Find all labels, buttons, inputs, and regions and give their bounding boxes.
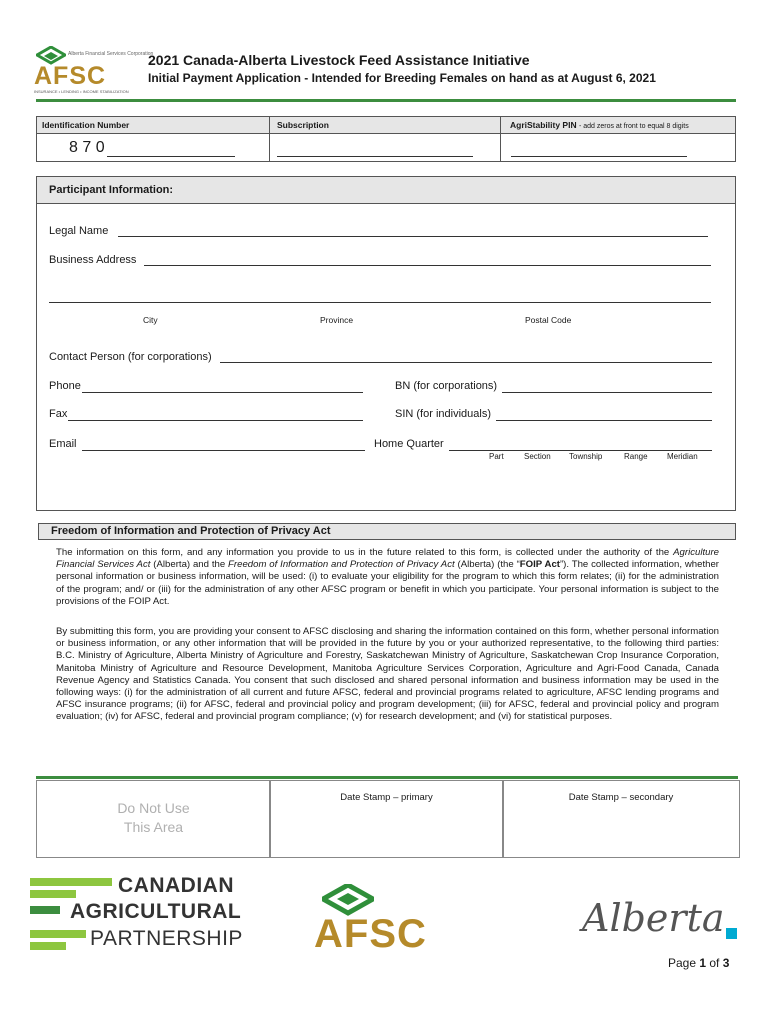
fax-field[interactable] xyxy=(68,420,363,421)
phone-field[interactable] xyxy=(82,392,363,393)
postal-code-label: Postal Code xyxy=(525,315,572,325)
alberta-logo xyxy=(582,896,742,952)
logo-text: AFSC xyxy=(34,62,107,90)
home-quarter-field[interactable] xyxy=(449,450,712,451)
agristability-pin-label: AgriStability PIN - add zeros at front to equal 8 digits xyxy=(510,120,689,130)
hq-section-label: Section xyxy=(524,452,551,461)
foip-heading: Freedom of Information and Protection of Privacy Act xyxy=(38,523,736,540)
email-field[interactable] xyxy=(82,450,365,451)
identification-number-field[interactable] xyxy=(107,156,235,157)
afsc-footer-logo xyxy=(314,884,478,954)
email-label: Email xyxy=(49,438,77,450)
contact-person-label: Contact Person (for corporations) xyxy=(49,351,212,363)
hq-part-label: Part xyxy=(489,452,504,461)
business-address-field[interactable] xyxy=(144,265,711,266)
page-indicator: Page 1 of 3 xyxy=(668,956,730,970)
date-stamp-primary-box xyxy=(269,780,504,858)
subscription-field[interactable] xyxy=(277,156,473,157)
logo-subline: INSURANCE • LENDING • INCOME STABILIZATION xyxy=(34,89,129,94)
office-box-do-not-use xyxy=(36,780,271,858)
office-rule xyxy=(36,776,738,779)
cap-line-2: AGRICULTURAL xyxy=(70,900,242,923)
business-address-label: Business Address xyxy=(49,254,137,266)
afsc-footer-text: AFSC xyxy=(314,912,427,956)
home-quarter-label: Home Quarter xyxy=(374,438,444,450)
date-stamp-secondary-box xyxy=(502,780,740,858)
hq-range-label: Range xyxy=(624,452,648,461)
form-title: 2021 Canada-Alberta Livestock Feed Assistance Initiative xyxy=(148,52,530,68)
alberta-blue-square-icon xyxy=(726,928,737,939)
canadian-agricultural-partnership-logo xyxy=(30,874,243,954)
legal-name-field[interactable] xyxy=(118,236,708,237)
bn-field[interactable] xyxy=(502,392,712,393)
form-subtitle: Initial Payment Application - Intended for Breeding Females on hand as at August 6, 2021 xyxy=(148,71,656,85)
afsc-header-logo xyxy=(30,46,154,94)
province-label: Province xyxy=(320,315,354,325)
header-rule xyxy=(36,99,736,102)
do-not-use-text: Do Not Use This Area xyxy=(117,800,190,835)
legal-name-label: Legal Name xyxy=(49,225,109,237)
cap-line-3: PARTNERSHIP xyxy=(90,927,243,950)
identification-prefix: 8 7 0 xyxy=(69,139,105,156)
agristability-pin-field[interactable] xyxy=(511,156,687,157)
foip-paragraph-2: By submitting this form, you are providing your consent to AFSC disclosing and sharing the information contained on this form, whether personal information or business information, or any other information that will be provided in the future by you or your authorized representative, to the following third parties: B.C. Ministry of Agriculture, Alberta Ministry of Agriculture and Forestry, Saskatchewan Ministry of Agriculture, Saskatchewan Crop Insurance Corporation, Manitoba Ministry of Agriculture and Resource Development, Manitoba Agriculture Services Corporation, Agriculture and Agri-Food Canada, Canada Revenue Agency and Statistics Canada. You consent that such disclosed and shared personal information and business information may be used in the following ways: (i) for the administration of all current and future AFSC, federal and provincial programs related to agriculture, AFSC lending programs and AFSC insurance programs; (ii) for AFSC, federal and provincial policy and program development; (iii) for AFSC, federal and provincial policy and program evaluation; (iv) for AFSC, federal and provincial program compliance; (v) for research development; and (vi) for statistical purposes. xyxy=(56,626,719,723)
foip-paragraph-1: The information on this form, and any information you provide to us in the future related to this form, is collected under the authority of the Agriculture Financial Services Act (Alberta) and the Freedom of Information and Protection of Privacy Act (Alberta) (the “FOIP Act”). The collected information, whether personal information or business information, will be used: (i) to evaluate your eligibility for the program to which this form relates; (ii) for the administration of the program; and/ or (iii) for the administration of any other AFSC program or benefit in which you participate. Your personal information is subject to the provisions of the FOIP Act. xyxy=(56,547,719,607)
fax-label: Fax xyxy=(49,408,68,420)
date-stamp-secondary-label: Date Stamp – secondary xyxy=(568,792,674,803)
contact-person-field[interactable] xyxy=(220,362,712,363)
phone-label: Phone xyxy=(49,380,81,392)
hq-township-label: Township xyxy=(569,452,603,461)
participant-info-heading: Participant Information: xyxy=(36,176,736,204)
cap-line-1: CANADIAN xyxy=(118,874,234,897)
sin-field[interactable] xyxy=(496,420,712,421)
business-address-line2-field[interactable] xyxy=(49,302,711,303)
alberta-wordmark: Alberta xyxy=(582,896,725,940)
identification-number-label: Identification Number xyxy=(42,120,130,130)
id-box xyxy=(36,116,736,162)
bn-label: BN (for corporations) xyxy=(395,380,498,392)
subscription-label: Subscription xyxy=(277,120,329,130)
sin-label: SIN (for individuals) xyxy=(395,408,491,420)
hq-meridian-label: Meridian xyxy=(667,452,698,461)
logo-tagline: Alberta Financial Services Corporation xyxy=(68,51,154,57)
city-label: City xyxy=(143,315,158,325)
date-stamp-primary-label: Date Stamp – primary xyxy=(340,792,433,803)
